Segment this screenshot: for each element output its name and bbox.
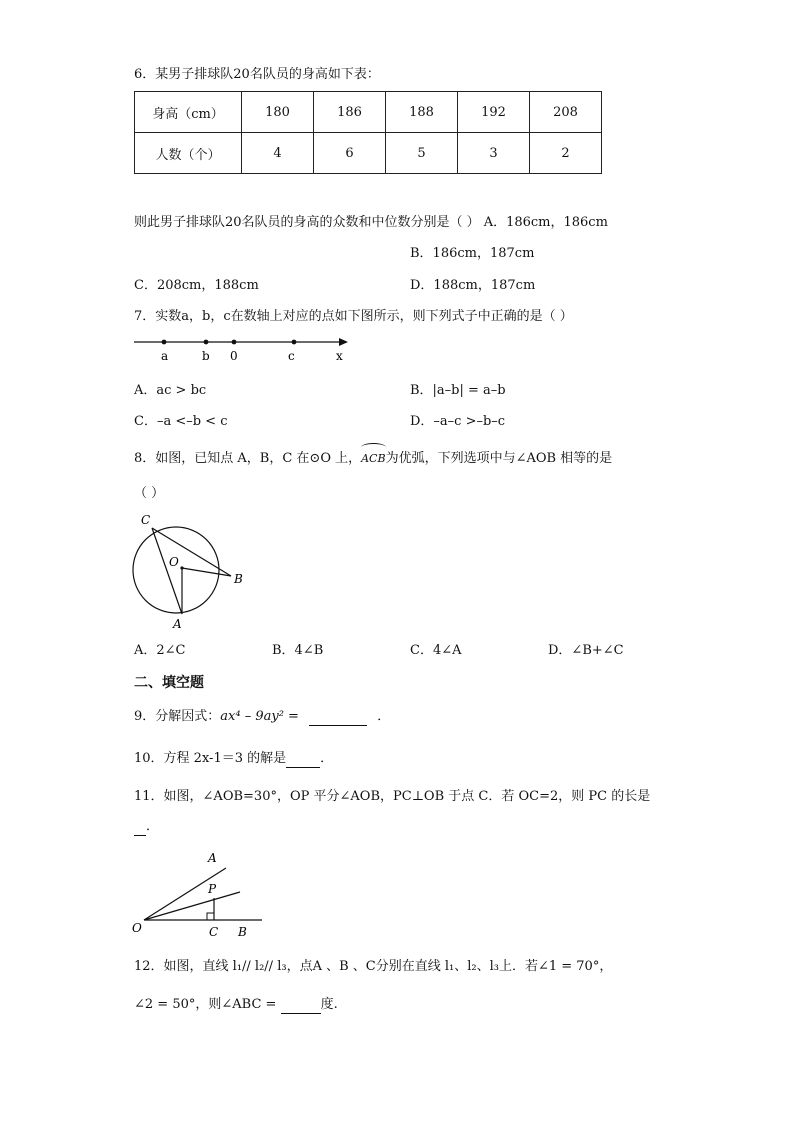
table-cell: 188 [386,92,458,133]
q9-suffix: ． [377,709,391,724]
q6-option-d[interactable]: D．188cm，187cm [410,278,536,293]
q11-answer-blank[interactable] [134,821,146,836]
q8-stem-part1: 8．如图，已知点 A，B，C 在⊙O 上， [134,451,362,466]
point-b [204,340,209,345]
label-p: P [208,882,217,896]
q10-answer-blank[interactable] [286,753,320,768]
label-b: B [234,572,243,586]
q6-question [134,214,608,232]
arc-symbol-icon [361,443,385,452]
number-line-figure [130,334,360,366]
table-cell-count-head: 人数（个） [135,133,242,174]
angle-figure [130,848,270,938]
q8-option-a[interactable]: A．2∠C [134,643,186,658]
q8-option-c[interactable]: C．4∠A [410,643,462,658]
ray-op [144,892,240,920]
label-o: O [169,555,179,569]
q10-text: 10．方程 2x-1＝3 的解是 [134,751,287,766]
right-angle-icon [207,913,214,920]
label-zero: 0 [230,349,238,363]
table-cell: 208 [530,92,602,133]
q6-question-text: 则此男子排球队20名队员的身高的众数和中位数分别是（ ） [134,215,480,230]
table-cell: 186 [314,92,386,133]
q6-stem: 6．某男子排球队20名队员的身高如下表： [134,67,380,82]
q11-suffix: ． [146,819,160,834]
q8-option-d[interactable]: D．∠B+∠C [548,643,624,658]
q12-line2 [134,996,338,1014]
label-x: x [336,349,343,363]
point-c [292,340,297,345]
q12-line2-prefix: ∠2 = 50°，则∠ABC = [134,997,277,1012]
table-cell-height-head: 身高（cm） [135,92,242,133]
arrow-icon [339,338,348,346]
q7-option-b[interactable]: B．|a–b| = a–b [410,383,506,398]
table-cell: 180 [242,92,314,133]
arc-acb-notation [361,450,385,468]
q7-stem: 7．实数a，b，c在数轴上对应的点如下图所示，则下列式子中正确的是（ ） [134,309,573,324]
q12-answer-blank[interactable] [281,999,321,1014]
q6-option-a[interactable]: A．186cm，186cm [483,215,608,230]
center-dot [180,566,183,569]
label-c: C [141,513,151,527]
label-c: C [209,925,219,939]
q6-option-b[interactable]: B．186cm，187cm [410,246,535,261]
q8-paren: （ ） [134,486,165,501]
arc-label: ACB [361,452,386,465]
label-a: A [173,617,182,631]
segment-cb [152,528,231,576]
q12-line1: 12．如图，直线 l₁// l₂// l₃，点A 、B 、C分别在直线 l₁、l₂、l₃上．若∠1 = 70°， [134,959,613,974]
table-row [135,92,602,133]
table-cell: 6 [314,133,386,174]
q11-stem: 11．如图，∠AOB=30°，OP 平分∠AOB，PC⊥OB 于点 C．若 OC=2，则 PC 的长是 [134,789,651,804]
q9-line [134,708,390,726]
circle-figure [128,512,258,632]
height-table [134,91,602,174]
table-cell: 192 [458,92,530,133]
q9-answer-blank[interactable] [309,711,367,726]
label-a: A [208,851,217,865]
point-a [162,340,167,345]
q7-option-a[interactable]: A．ac > bc [134,383,207,398]
q9-prefix: 9．分解因式： [134,709,221,724]
label-b: B [238,925,247,939]
q7-option-c[interactable]: C．–a <–b < c [134,414,228,429]
q8-stem [134,450,612,468]
table-cell: 5 [386,133,458,174]
q9-expression: ax⁴ – 9ay² = [220,709,299,724]
q6-option-c[interactable]: C．208cm，188cm [134,278,259,293]
section-heading: 二、填空题 [134,675,204,691]
table-cell: 4 [242,133,314,174]
point-zero [232,340,237,345]
q10-suffix: ． [320,751,334,766]
table-cell: 2 [530,133,602,174]
q7-option-d[interactable]: D．–a–c >–b–c [410,414,506,429]
circle-o [133,527,219,613]
q11-line2 [134,818,159,836]
label-b: b [202,349,210,363]
table-row [135,133,602,174]
label-c: c [288,349,295,363]
table-cell: 3 [458,133,530,174]
q10-line [134,750,333,768]
label-a: a [161,349,169,363]
segment-ca [152,528,182,614]
label-o: O [132,921,142,935]
q12-line2-suffix: 度. [320,997,338,1012]
q8-option-b[interactable]: B．4∠B [272,643,324,658]
q8-stem-part2: 为优弧，下列选项中与∠AOB 相等的是 [385,451,613,466]
